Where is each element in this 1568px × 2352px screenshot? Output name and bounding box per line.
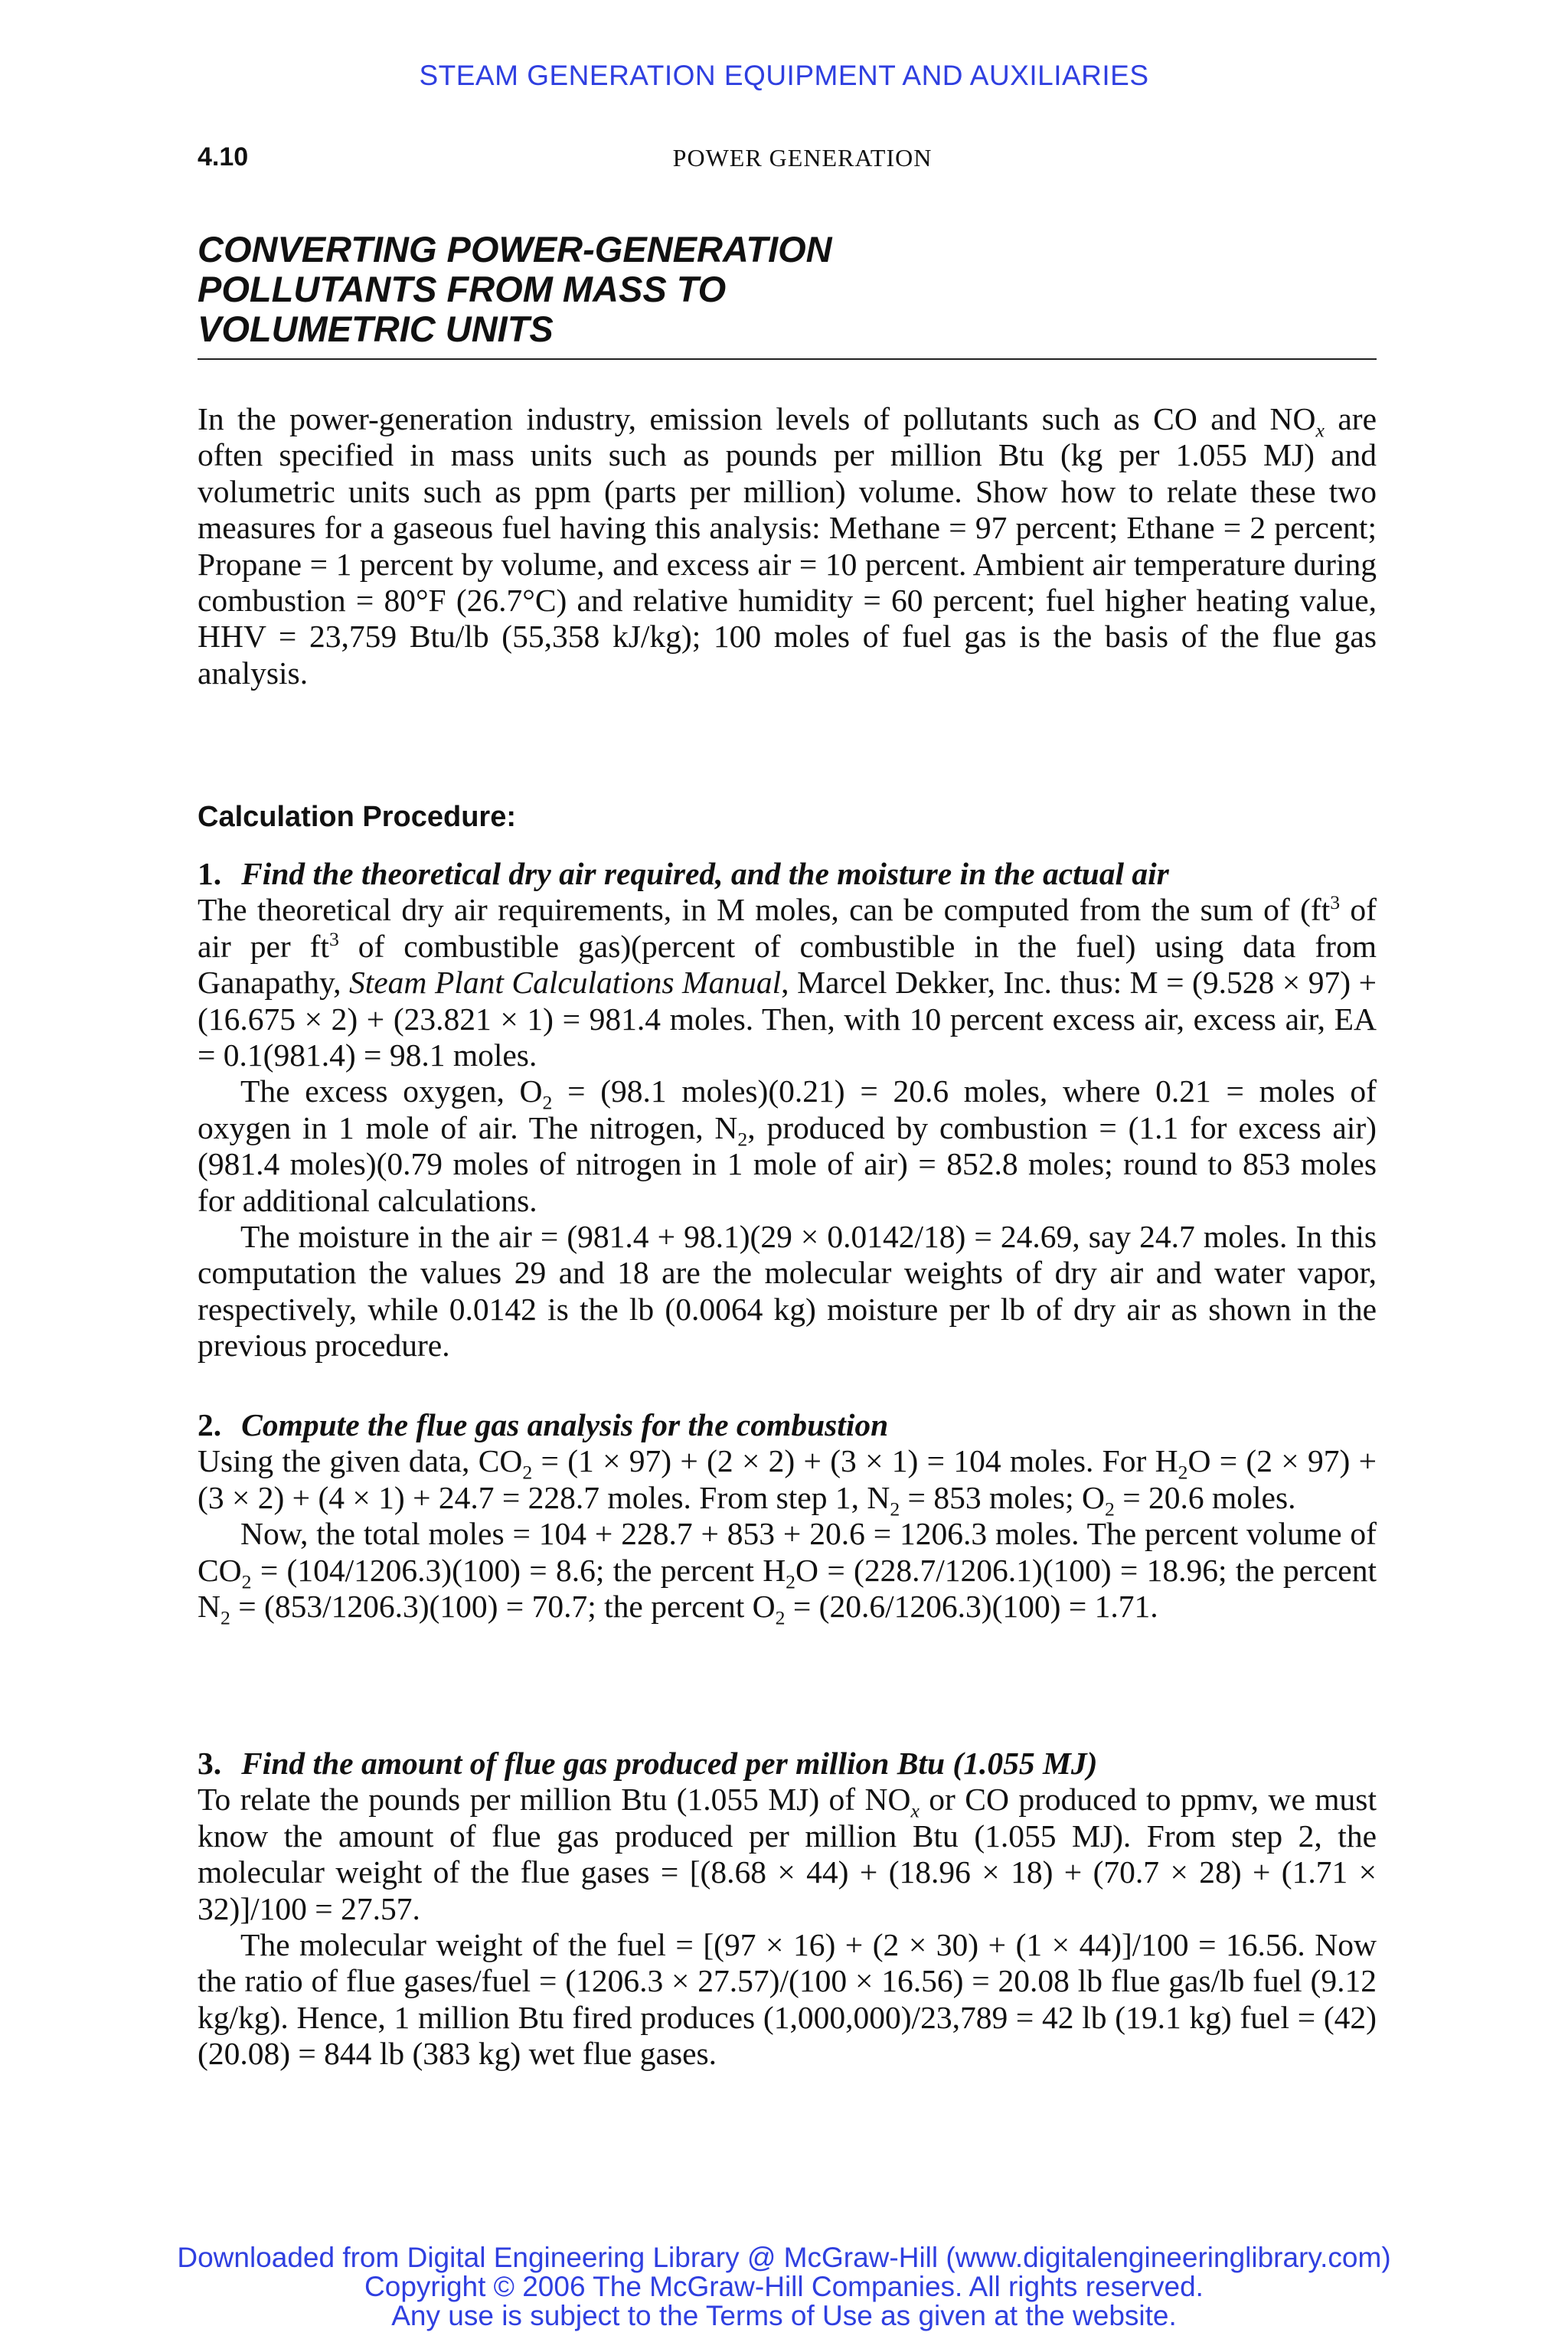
footer-download-link[interactable]: Downloaded from Digital Engineering Library @ McGraw-Hill (www.digitalengineeringlibrary.com) (177, 2242, 1391, 2273)
subscript-2: 2 (241, 1570, 252, 1592)
chapter-link[interactable]: STEAM GENERATION EQUIPMENT AND AUXILIARIES (419, 60, 1149, 91)
subscript-2: 2 (1104, 1498, 1115, 1521)
step-1-heading (198, 856, 1377, 892)
running-head (198, 142, 1377, 181)
subscript-2: 2 (1178, 1461, 1188, 1484)
subscript-2: 2 (737, 1128, 748, 1151)
section-title-line-1: CONVERTING POWER-GENERATION (198, 229, 832, 270)
step-2-heading-text: Compute the flue gas analysis for the combustion (241, 1407, 889, 1442)
superscript-3: 3 (328, 927, 339, 950)
page-number: 4.10 (198, 142, 249, 172)
step-2-heading (198, 1407, 1377, 1443)
superscript-3: 3 (1330, 891, 1341, 914)
text: The excess oxygen, O (240, 1073, 543, 1109)
intro-text-1: In the power-generation industry, emission levels of pollutants such as CO and NO (198, 401, 1316, 436)
subscript-x: x (910, 1799, 920, 1822)
intro-paragraph (198, 401, 1377, 691)
title-rule (198, 358, 1377, 360)
text: Using the given data, CO (198, 1443, 523, 1479)
footer-copyright[interactable]: Copyright © 2006 The McGraw-Hill Companies. All rights reserved. (364, 2271, 1204, 2302)
step-3-paragraph-1 (198, 1782, 1377, 1927)
step-3-heading-text: Find the amount of flue gas produced per million Btu (1.055 MJ) (241, 1746, 1098, 1781)
step-1-number: 1. (198, 856, 222, 891)
section-title (198, 230, 1377, 349)
book-title: Steam Plant Calculations Manual (348, 965, 782, 1001)
text: , Marcel Dekker, Inc. thus: M = (9.528 × 97) + (16.675 × 2) + (23.821 × 1) = 981.4 moles. Then, with 10 percent excess air, excess air, EA = 0.1(981.4) = 98.1 moles. (198, 965, 1377, 1073)
text: = (98.1 moles)(0.21) = 20.6 moles, where 0.21 = moles of oxygen in 1 mole of air. The nitrogen, N (198, 1073, 1377, 1145)
text: O = (228.7/1206.1)(100) = 18.96; the percent N (198, 1552, 1377, 1625)
step-3 (198, 1746, 1377, 2073)
subscript-2: 2 (890, 1498, 900, 1521)
subscript-2: 2 (775, 1606, 786, 1629)
step-1 (198, 856, 1377, 1364)
text: O = (2 × 97) + (3 × 2) + (4 × 1) + 24.7 = 228.7 moles. From step 1, N (198, 1443, 1377, 1515)
section-title-line-3: VOLUMETRIC UNITS (198, 309, 554, 349)
running-title: POWER GENERATION (672, 144, 933, 172)
text: = (104/1206.3)(100) = 8.6; the percent H (251, 1552, 786, 1588)
subscript-2: 2 (786, 1570, 796, 1592)
text: = 20.6 moles. (1114, 1479, 1296, 1515)
text: or CO produced to ppmv, we must know the amount of flue gas produced per million Btu (1.055 MJ). From step 2, the molecular weight of the flue gases = [(8.68 × 44) + (18.96 × 18) + (70.7 × 28) + (1.71 × 32)]/100 = 27.57. (198, 1782, 1377, 1926)
section-title-line-2: POLLUTANTS FROM MASS TO (198, 269, 727, 309)
text: The theoretical dry air requirements, in M moles, can be computed from the sum of (ft (198, 892, 1331, 928)
step-2-number: 2. (198, 1407, 222, 1442)
text: To relate the pounds per million Btu (1.055 MJ) of NO (198, 1782, 911, 1818)
calculation-procedure-heading: Calculation Procedure: (198, 801, 516, 833)
step-1-paragraph-2 (198, 1073, 1377, 1219)
text: = 853 moles; O (900, 1479, 1105, 1515)
text: = (1 × 97) + (2 × 2) + (3 × 1) = 104 moles. For H (532, 1443, 1178, 1479)
step-3-heading (198, 1746, 1377, 1782)
text: Now, the total moles = 104 + 228.7 + 853 + 20.6 = 1206.3 moles. The percent volume of CO (198, 1516, 1377, 1588)
subscript-2: 2 (542, 1091, 553, 1114)
footer (0, 2243, 1568, 2331)
step-1-paragraph-3: The moisture in the air = (981.4 + 98.1)(29 × 0.0142/18) = 24.69, say 24.7 moles. In this computation the values 29 and 18 are the molecular weights of dry air and water vapor, respectively, while 0.0142 is the lb (0.0064 kg) moisture per lb of dry air as shown in the previous procedure. (198, 1219, 1377, 1364)
step-2-paragraph-1 (198, 1443, 1377, 1521)
step-3-paragraph-2: The molecular weight of the fuel = [(97 × 16) + (2 × 30) + (1 × 44)]/100 = 16.56. Now the ratio of flue gases/fuel = (1206.3 × 27.57)/(100 × 16.56) = 20.08 lb flue gas/lb fuel (9.12 kg/kg). Hence, 1 million Btu fired produces (1,000,000)/23,789 = 42 lb (19.1 kg) fuel = (42)(20.08) = 844 lb (383 kg) wet flue gases. (198, 1927, 1377, 2072)
text: = (853/1206.3)(100) = 70.7; the percent O (230, 1589, 776, 1625)
text: , produced by combustion = (1.1 for excess air)(981.4 moles)(0.79 moles of nitrogen in 1 mole of air) = 852.8 moles; round to 853 moles for additional calculations. (198, 1109, 1377, 1218)
subscript-x: x (1315, 419, 1325, 442)
step-1-paragraph-1 (198, 892, 1377, 1073)
step-1-heading-text: Find the theoretical dry air required, and the moisture in the actual air (241, 856, 1169, 891)
text: = (20.6/1206.3)(100) = 1.71. (785, 1589, 1158, 1625)
text: of combustible gas)(percent of combustible in the fuel) using data from Ganapathy, (198, 928, 1377, 1001)
text: of air per ft (198, 892, 1377, 964)
step-2 (198, 1407, 1377, 1629)
step-2-paragraph-2 (198, 1516, 1377, 1629)
subscript-2: 2 (220, 1606, 230, 1629)
intro-text-2: are often specified in mass units such as pounds per million Btu (kg per 1.055 MJ) and volumetric units such as ppm (parts per million) volume. Show how to relate these two measures for a gaseous fuel having this analysis: Methane = 97 percent; Ethane = 2 percent; Propane = 1 percent by volume, and excess air = 10 percent. Ambient air temperature during combustion = 80°F (26.7°C) and relative humidity = 60 percent; fuel higher heating value, HHV = 23,759 Btu/lb (55,358 kJ/kg); 100 moles of fuel gas is the basis of the flue gas analysis. (198, 401, 1377, 691)
step-3-number: 3. (198, 1746, 222, 1781)
subscript-2: 2 (522, 1461, 533, 1484)
footer-terms[interactable]: Any use is subject to the Terms of Use as given at the website. (391, 2300, 1177, 2331)
